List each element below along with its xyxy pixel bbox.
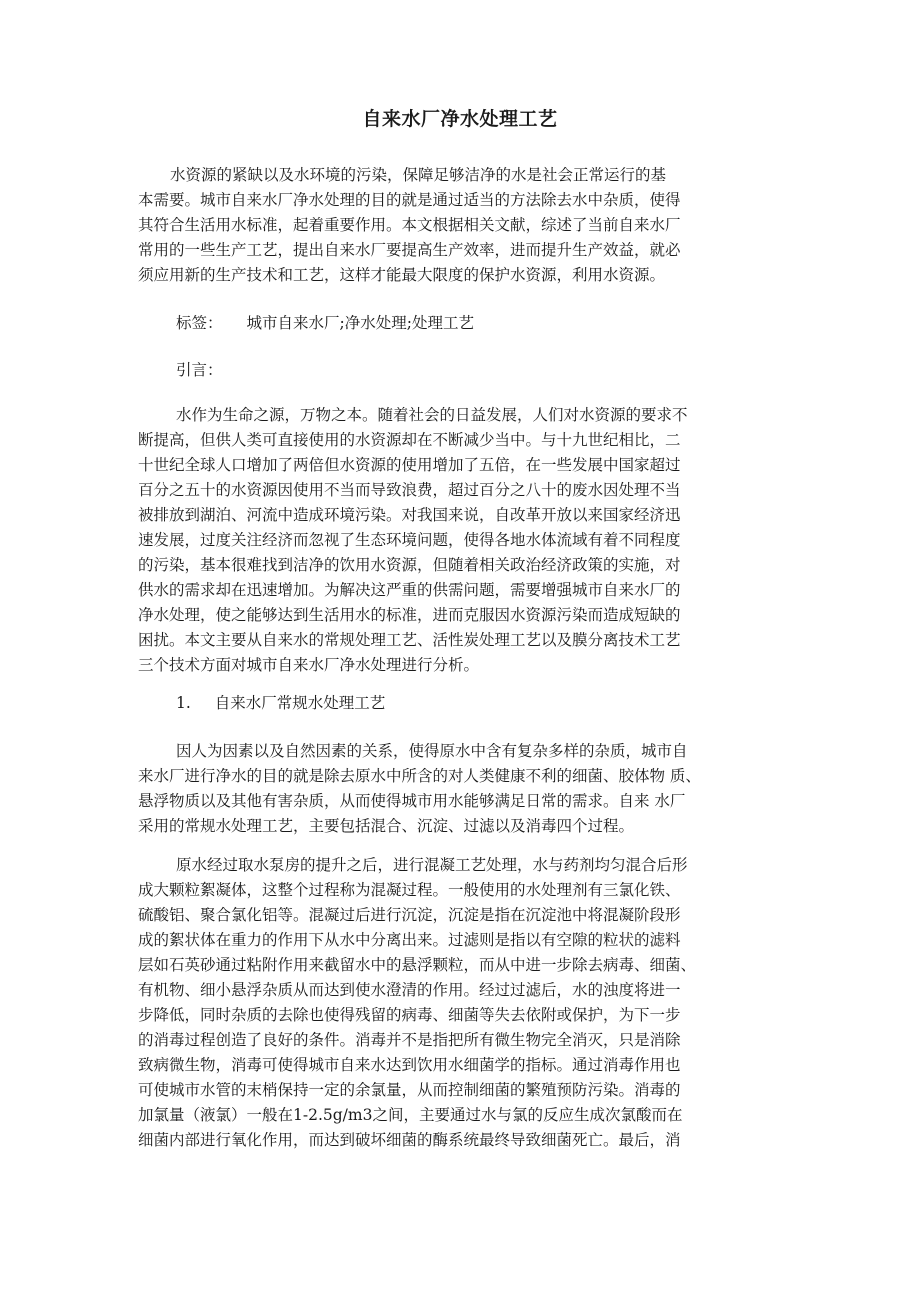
section1-paragraph-1 bbox=[138, 739, 788, 839]
body-line: 硫酸铝、聚合氯化铝等。混凝过后进行沉淀，沉淀是指在沉淀池中将混凝阶段形 bbox=[138, 906, 681, 924]
tags-label: 标签： bbox=[176, 314, 223, 332]
body-line: 步降低，同时杂质的去除也使得残留的病毒、细菌等失去依附或保护，为下一步 bbox=[138, 1006, 681, 1024]
body-line: 有机物、细小悬浮杂质从而达到使水澄清的作用。经过过滤后，水的浊度将进一 bbox=[138, 981, 681, 999]
tags-line bbox=[176, 311, 474, 336]
body-line: 原水经过取水泵房的提升之后，进行混凝工艺处理，水与药剂均匀混合后形 bbox=[176, 856, 688, 874]
body-line: 成的絮状体在重力的作用下从水中分离出来。过滤则是指以有空隙的粒状的滤料 bbox=[138, 931, 681, 949]
body-line: 层如石英砂通过粘附作用来截留水中的悬浮颗粒，而从中进一步除去病毒、细菌、 bbox=[138, 956, 697, 974]
section1-paragraph-2 bbox=[138, 853, 788, 1153]
intro-line: 被排放到湖泊、河流中造成环境污染。对我国来说，自改革开放以来国家经济迅 bbox=[138, 506, 681, 524]
section-title: 自来水厂常规水处理工艺 bbox=[214, 694, 386, 712]
section-number: 1. bbox=[176, 694, 191, 712]
body-line: 加氯量（液氯）一般在1-2.5g/m3之间，主要通过水与氯的反应生成次氯酸而在 bbox=[138, 1106, 683, 1124]
intro-line: 水作为生命之源，万物之本。随着社会的日益发展，人们对水资源的要求不 bbox=[176, 406, 688, 424]
abstract-line: 本需要。城市自来水厂净水处理的目的就是通过适当的方法除去水中杂质，使得 bbox=[138, 191, 681, 209]
body-line: 采用的常规水处理工艺，主要包括混合、沉淀、过滤以及消毒四个过程。 bbox=[138, 817, 635, 835]
body-line: 可使城市水管的末梢保持一定的余氯量，从而控制细菌的繁殖预防污染。消毒的 bbox=[138, 1081, 681, 1099]
section-heading-1 bbox=[176, 691, 385, 716]
body-line: 的消毒过程创造了良好的条件。消毒并不是指把所有微生物完全消灭，只是消除 bbox=[138, 1031, 681, 1049]
abstract-line: 其符合生活用水标准，起着重要作用。本文根据相关文献，综述了当前自来水厂 bbox=[138, 216, 681, 234]
abstract-paragraph bbox=[138, 163, 788, 288]
intro-line: 三个技术方面对城市自来水厂净水处理进行分析。 bbox=[138, 656, 480, 674]
intro-line: 供水的需求却在迅速增加。为解决这严重的供需问题，需要增强城市自来水厂的 bbox=[138, 581, 681, 599]
abstract-line: 水资源的紧缺以及水环境的污染，保障足够洁净的水是社会正常运行的基 bbox=[170, 166, 667, 184]
intro-line: 十世纪全球人口增加了两倍但水资源的使用增加了五倍，在一些发展中国家超过 bbox=[138, 456, 681, 474]
body-line: 细菌内部进行氧化作用，而达到破坏细菌的酶系统最终导致细菌死亡。最后，消 bbox=[138, 1131, 681, 1149]
abstract-line: 常用的一些生产工艺，提出自来水厂要提高生产效率，进而提升生产效益，就必 bbox=[138, 241, 681, 259]
abstract-line: 须应用新的生产技术和工艺，这样才能最大限度的保护水资源，利用水资源。 bbox=[138, 266, 666, 284]
body-line: 悬浮物质以及其他有害杂质，从而使得城市用水能够满足日常的需求。自来 水厂 bbox=[138, 792, 686, 810]
body-line: 致病微生物，消毒可使得城市自来水达到饮用水细菌学的指标。通过消毒作用也 bbox=[138, 1056, 681, 1074]
intro-line: 的污染，基本很难找到洁净的饮用水资源，但随着相关政治经济政策的实施，对 bbox=[138, 556, 681, 574]
intro-heading bbox=[176, 358, 223, 383]
body-line: 因人为因素以及自然因素的关系，使得原水中含有复杂多样的杂质，城市自 bbox=[176, 742, 688, 760]
page-title: 自来水厂净水处理工艺 bbox=[362, 108, 558, 130]
intro-line: 速发展，过度关注经济而忽视了生态环境问题，使得各地水体流域有着不同程度 bbox=[138, 531, 681, 549]
intro-line: 百分之五十的水资源因使用不当而导致浪费，超过百分之八十的废水因处理不当 bbox=[138, 481, 681, 499]
tags-value: 城市自来水厂;净水处理;处理工艺 bbox=[246, 314, 474, 332]
body-line: 来水厂进行净水的目的就是除去原水中所含的对人类健康不利的细菌、胶体物 质、 bbox=[138, 767, 701, 785]
intro-line: 困扰。本文主要从自来水的常规处理工艺、活性炭处理工艺以及膜分离技术工艺 bbox=[138, 631, 681, 649]
intro-paragraph bbox=[138, 403, 788, 678]
intro-label: 引言： bbox=[176, 361, 223, 379]
intro-line: 断提高，但供人类可直接使用的水资源却在不断减少当中。与十九世纪相比，二 bbox=[138, 431, 681, 449]
body-line: 成大颗粒絮凝体，这整个过程称为混凝过程。一般使用的水处理剂有三氯化铁、 bbox=[138, 881, 681, 899]
intro-line: 净水处理，使之能够达到生活用水的标准，进而克服因水资源污染而造成短缺的 bbox=[138, 606, 681, 624]
